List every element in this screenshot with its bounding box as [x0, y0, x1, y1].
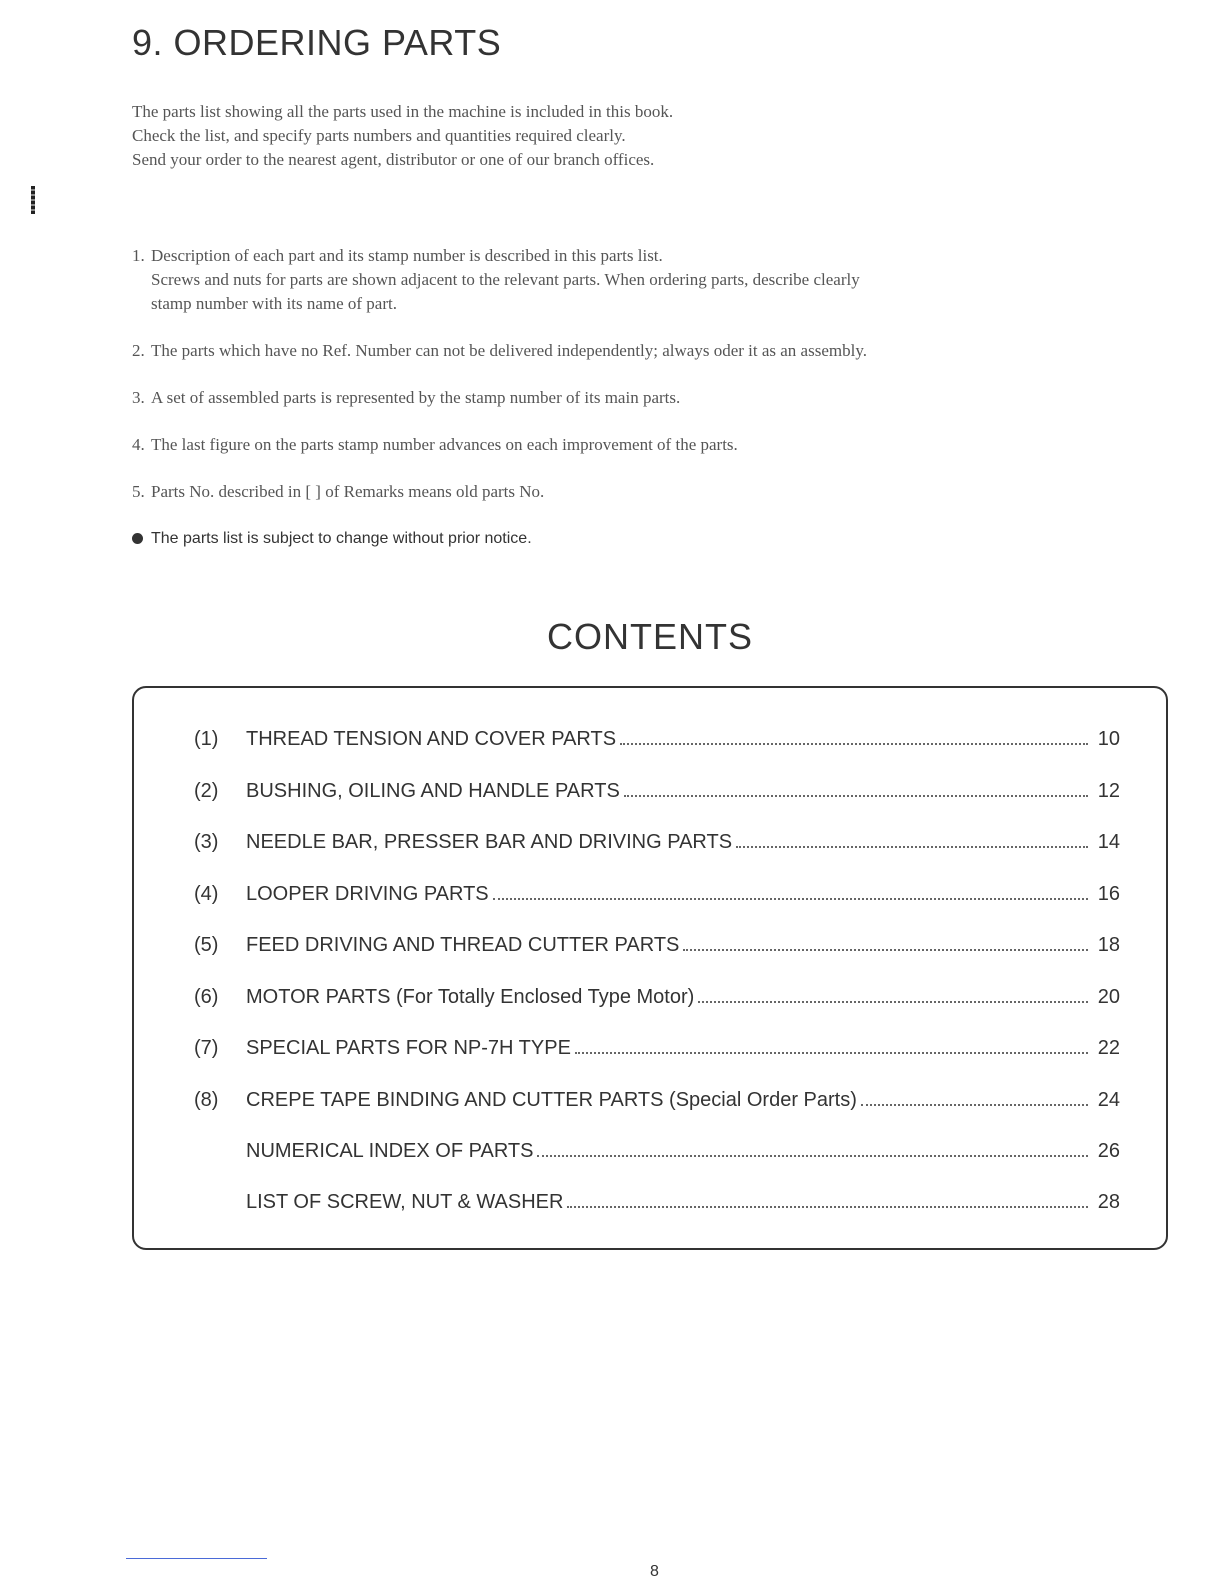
note-line: The last figure on the parts stamp number advances on each improvement of the parts.: [151, 435, 738, 454]
note-line: The parts which have no Ref. Number can not be delivered independently; always oder it as an assembly.: [151, 341, 867, 360]
toc-label: THREAD TENSION AND COVER PARTS: [246, 728, 617, 750]
note-number: 4.: [132, 435, 145, 454]
toc-entry[interactable]: [194, 934, 1120, 964]
toc-page-number: 26: [1097, 1140, 1120, 1162]
toc-entry[interactable]: [194, 1037, 1120, 1067]
toc-page-number: 14: [1097, 831, 1120, 853]
note-line: stamp number with its name of part.: [151, 294, 397, 313]
bullet-icon: [132, 533, 143, 544]
toc-entry[interactable]: [194, 831, 1120, 861]
page-title: 9. ORDERING PARTS: [132, 22, 502, 63]
toc-number: (1): [194, 728, 219, 750]
table-of-contents: [132, 686, 1168, 1250]
intro-line: The parts list showing all the parts used in the machine is included in this book.: [132, 102, 674, 121]
ordering-notes: [132, 244, 1132, 551]
toc-number: (8): [194, 1089, 219, 1111]
note-number: 5.: [132, 482, 145, 501]
note-line: A set of assembled parts is represented by the stamp number of its main parts.: [151, 388, 681, 407]
toc-label: BUSHING, OILING AND HANDLE PARTS: [246, 780, 620, 802]
toc-label: LIST OF SCREW, NUT & WASHER: [246, 1191, 564, 1213]
toc-entry[interactable]: [194, 1089, 1120, 1119]
note-item: [132, 244, 1132, 316]
note-line: Parts No. described in [ ] of Remarks means old parts No.: [151, 482, 545, 501]
toc-number: (5): [194, 934, 219, 956]
toc-page-number: 28: [1097, 1191, 1120, 1213]
toc-number: (6): [194, 986, 219, 1008]
toc-label: SPECIAL PARTS FOR NP-7H TYPE: [246, 1037, 571, 1059]
contents-heading: CONTENTS: [547, 616, 753, 657]
notice-text: The parts list is subject to change without prior notice.: [151, 530, 532, 547]
toc-page-number: 12: [1097, 780, 1120, 802]
toc-label: LOOPER DRIVING PARTS: [246, 883, 489, 905]
toc-leader-dots: [537, 1155, 1088, 1157]
notice-item: [132, 527, 1132, 551]
toc-label: FEED DRIVING AND THREAD CUTTER PARTS: [246, 934, 680, 956]
toc-leader-dots: [698, 1001, 1088, 1003]
toc-leader-dots: [575, 1052, 1088, 1054]
toc-page-number: 16: [1097, 883, 1120, 905]
toc-entry[interactable]: [194, 780, 1120, 810]
note-line: Screws and nuts for parts are shown adjacent to the relevant parts. When ordering parts, describe clearly: [151, 270, 860, 289]
toc-page-number: 18: [1097, 934, 1120, 956]
toc-label: CREPE TAPE BINDING AND CUTTER PARTS (Special Order Parts): [246, 1089, 857, 1111]
toc-leader-dots: [736, 846, 1088, 848]
toc-label: NUMERICAL INDEX OF PARTS: [246, 1140, 534, 1162]
toc-entry[interactable]: [194, 883, 1120, 913]
toc-page-number: 20: [1097, 986, 1120, 1008]
intro-paragraph: [132, 100, 1132, 172]
intro-line: Send your order to the nearest agent, distributor or one of our branch offices.: [132, 150, 655, 169]
toc-leader-dots: [683, 949, 1088, 951]
note-number: 2.: [132, 341, 145, 360]
note-line: Description of each part and its stamp number is described in this parts list.: [151, 246, 663, 265]
note-number: 1.: [132, 246, 145, 265]
toc-number: (7): [194, 1037, 219, 1059]
page-number: 8: [650, 1563, 659, 1580]
toc-number: (4): [194, 883, 219, 905]
scan-edge-mark: [31, 186, 35, 214]
toc-label: NEEDLE BAR, PRESSER BAR AND DRIVING PARTS: [246, 831, 733, 853]
toc-entry[interactable]: [194, 728, 1120, 758]
note-number: 3.: [132, 388, 145, 407]
toc-number: (2): [194, 780, 219, 802]
toc-page-number: 10: [1097, 728, 1120, 750]
note-item: [132, 480, 1132, 504]
toc-page-number: 22: [1097, 1037, 1120, 1059]
note-item: [132, 433, 1132, 457]
toc-entry[interactable]: [194, 986, 1120, 1016]
note-item: [132, 386, 1132, 410]
toc-leader-dots: [861, 1104, 1088, 1106]
toc-leader-dots: [493, 898, 1088, 900]
toc-leader-dots: [620, 743, 1088, 745]
toc-page-number: 24: [1097, 1089, 1120, 1111]
intro-line: Check the list, and specify parts numbers and quantities required clearly.: [132, 126, 626, 145]
toc-leader-dots: [567, 1206, 1088, 1208]
toc-leader-dots: [624, 795, 1088, 797]
footer-rule: [126, 1558, 267, 1559]
toc-number: (3): [194, 831, 219, 853]
toc-entry[interactable]: [194, 1140, 1120, 1170]
toc-label: MOTOR PARTS (For Totally Enclosed Type Motor): [246, 986, 695, 1008]
toc-entry[interactable]: [194, 1191, 1120, 1221]
note-item: [132, 339, 1132, 363]
